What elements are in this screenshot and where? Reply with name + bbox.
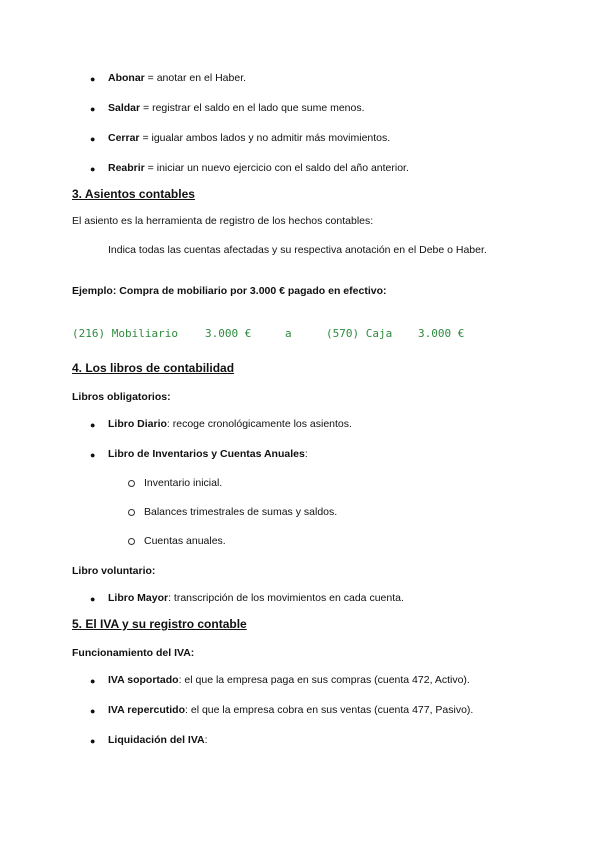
list-item xyxy=(108,71,246,85)
bullet-icon: ● xyxy=(90,164,96,174)
description: = anotar en el Haber. xyxy=(144,72,247,84)
bullet-icon: ● xyxy=(90,134,96,144)
list-item xyxy=(108,447,308,461)
term: Cerrar xyxy=(108,132,140,144)
term: Saldar xyxy=(108,102,141,114)
list-item xyxy=(108,131,390,145)
term: Libro Mayor xyxy=(108,592,169,604)
paragraph: El asiento es la herramienta de registro de los hechos contables: xyxy=(72,215,374,227)
example-debit-account: (216) Mobiliario xyxy=(72,327,178,340)
description: = igualar ambos lados y no admitir más movimientos. xyxy=(139,132,391,144)
description: : xyxy=(204,734,208,746)
list-item xyxy=(108,673,470,687)
bullet-icon: ● xyxy=(90,594,96,604)
list-item xyxy=(108,591,404,605)
bullet-icon: ● xyxy=(90,420,96,430)
description: : el que la empresa paga en sus compras (cuenta 472, Activo). xyxy=(178,674,470,686)
bullet-icon: ● xyxy=(90,706,96,716)
term: Liquidación del IVA xyxy=(108,734,205,746)
example-credit-account: (570) Caja xyxy=(326,327,393,340)
bullet-icon: ● xyxy=(90,104,96,114)
hollow-bullet-icon xyxy=(128,538,135,545)
bullet-icon: ● xyxy=(90,676,96,686)
hollow-bullet-icon xyxy=(128,509,135,516)
term: IVA repercutido xyxy=(108,704,186,716)
description: : recoge cronológicamente los asientos. xyxy=(166,418,352,430)
list-item xyxy=(108,161,409,175)
example-title: Ejemplo: Compra de mobiliario por 3.000 € pagado en efectivo: xyxy=(72,285,387,297)
example-credit-amount: 3.000 € xyxy=(418,327,465,340)
bullet-icon: ● xyxy=(90,736,96,746)
term: Libro Diario xyxy=(108,418,167,430)
term: Reabrir xyxy=(108,162,145,174)
sub-list-item: Cuentas anuales. xyxy=(144,535,226,547)
subheading: Funcionamiento del IVA: xyxy=(72,647,195,659)
hollow-bullet-icon xyxy=(128,480,135,487)
description: : transcripción de los movimientos en cada cuenta. xyxy=(168,592,404,604)
example-debit-amount: 3.000 € xyxy=(205,327,252,340)
bullet-icon: ● xyxy=(90,74,96,84)
list-item xyxy=(108,101,365,115)
description: : xyxy=(304,448,308,460)
description: = registrar el saldo en el lado que sume menos. xyxy=(140,102,365,114)
section-heading: 3. Asientos contables xyxy=(72,187,195,201)
indented-paragraph: Indica todas las cuentas afectadas y su respectiva anotación en el Debe o Haber. xyxy=(108,244,487,256)
description: = iniciar un nuevo ejercicio con el saldo del año anterior. xyxy=(144,162,409,174)
list-item xyxy=(108,733,208,747)
description: : el que la empresa cobra en sus ventas (cuenta 477, Pasivo). xyxy=(185,704,474,716)
section-heading: 4. Los libros de contabilidad xyxy=(72,361,235,375)
bullet-icon: ● xyxy=(90,450,96,460)
section-heading: 5. El IVA y su registro contable xyxy=(72,617,247,631)
term: Libro de Inventarios y Cuentas Anuales xyxy=(108,448,305,460)
subheading: Libro voluntario: xyxy=(72,565,156,577)
list-item xyxy=(108,417,352,431)
subheading: Libros obligatorios: xyxy=(72,391,171,403)
sub-list-item: Inventario inicial. xyxy=(144,477,223,489)
example-separator: a xyxy=(285,327,292,340)
term: Abonar xyxy=(108,72,145,84)
sub-list-item: Balances trimestrales de sumas y saldos. xyxy=(144,506,338,518)
list-item xyxy=(108,703,473,717)
term: IVA soportado xyxy=(108,674,179,686)
